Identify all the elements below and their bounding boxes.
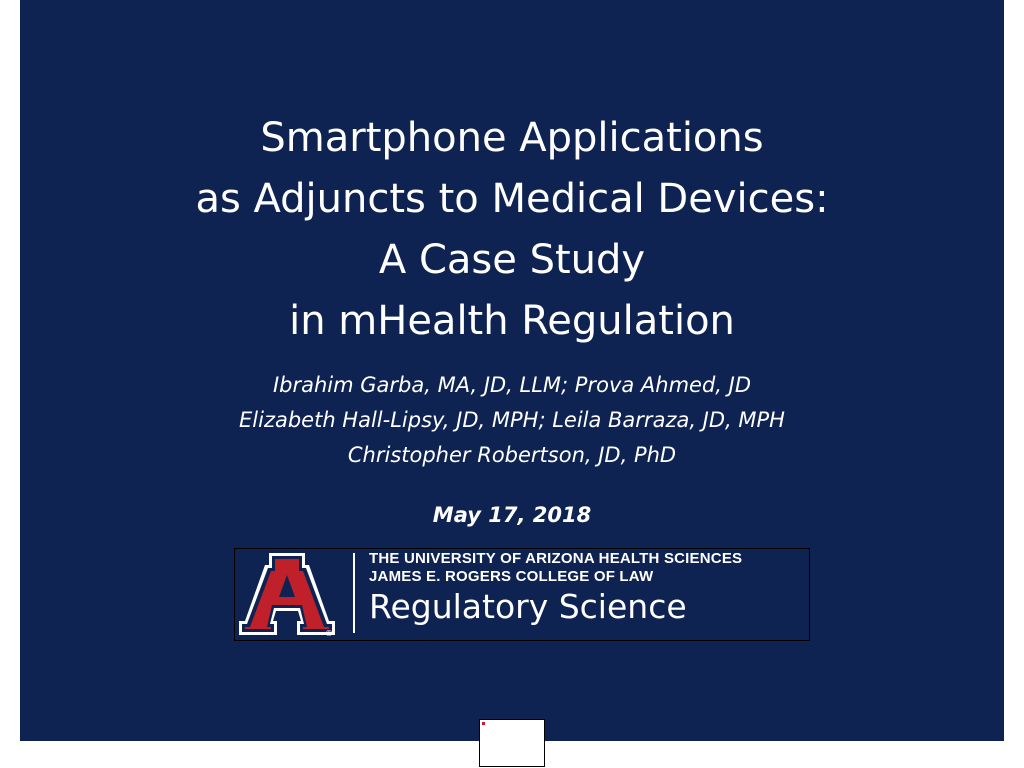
logo-divider xyxy=(353,553,355,633)
author-list xyxy=(20,368,1004,473)
footer-placeholder-box xyxy=(479,719,545,767)
title-line-3: A Case Study xyxy=(378,237,646,283)
title-line-1: Smartphone Applications xyxy=(260,115,764,161)
registered-mark: ® xyxy=(325,629,333,637)
university-logo xyxy=(234,548,810,641)
title-slide xyxy=(20,0,1004,741)
logo-university-name: THE UNIVERSITY OF ARIZONA HEALTH SCIENCES xyxy=(369,550,743,567)
title-line-2: as Adjuncts to Medical Devices: xyxy=(195,176,829,222)
logo-program-name: Regulatory Science xyxy=(369,587,687,626)
footer-mark xyxy=(482,722,485,725)
author-line-3: Christopher Robertson, JD, PhD xyxy=(347,443,677,467)
title-line-4: in mHealth Regulation xyxy=(289,298,735,344)
logo-college-name: JAMES E. ROGERS COLLEGE OF LAW xyxy=(369,568,654,585)
author-line-1: Ibrahim Garba, MA, JD, LLM; Prova Ahmed, JD xyxy=(272,373,752,397)
author-line-2: Elizabeth Hall-Lipsy, JD, MPH; Leila Barraza, JD, MPH xyxy=(239,408,785,432)
presentation-date: May 17, 2018 xyxy=(432,503,592,527)
arizona-a-logo-icon xyxy=(239,551,335,637)
slide-title xyxy=(20,108,1004,352)
